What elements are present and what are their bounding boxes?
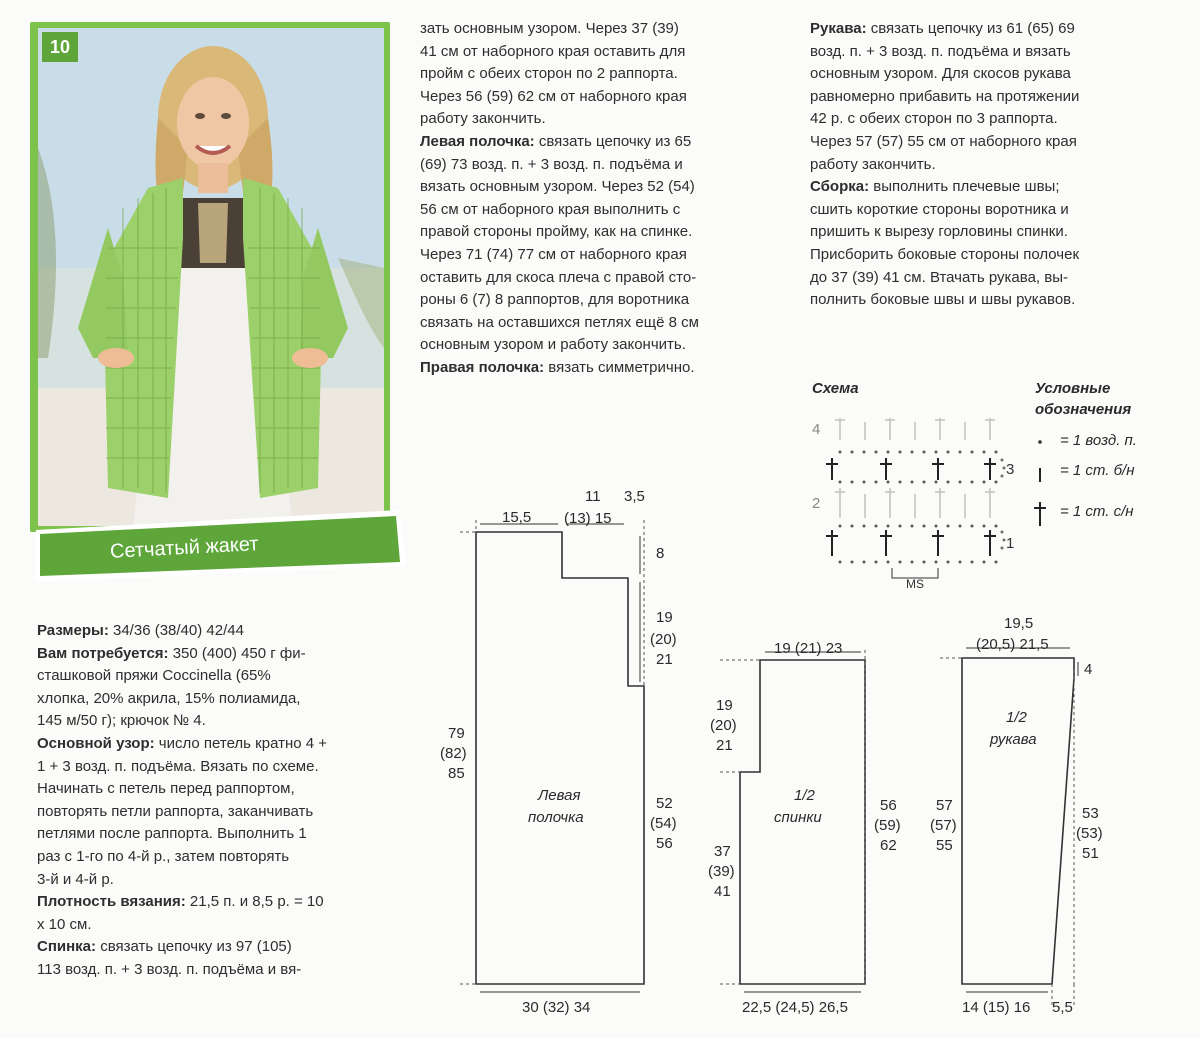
text-line: Левая полочка: связать цепочку из 65: [420, 132, 692, 150]
section-title-materials: Вам потребуется:: [37, 644, 169, 662]
text-line: Через 56 (59) 62 см от наборного края: [420, 87, 687, 105]
legend-single-crochet: = 1 ст. б/н: [1060, 462, 1135, 479]
text-line: роны 6 (7) 8 раппортов, для воротника: [420, 291, 690, 309]
model-illustration: [38, 28, 384, 526]
lf-inner-1: 52: [656, 795, 673, 812]
pattern-number-badge: 10: [42, 32, 78, 62]
text-line: (69) 73 возд. п. + 3 возд. п. подъёма и: [420, 155, 683, 173]
text-line: Сборка: выполнить плечевые швы;: [810, 178, 1060, 196]
lf-bottom: 30 (32) 34: [522, 999, 591, 1016]
pattern-diagrams: [440, 500, 1200, 1020]
sleeve-left-1: 57: [936, 797, 953, 814]
lf-right-b2: (20): [650, 631, 677, 648]
repeat-label: MS: [906, 577, 924, 591]
back-left-a1: 19: [716, 697, 733, 714]
instructions-column-3: [37, 620, 392, 982]
section-title-back: Спинка:: [37, 938, 97, 956]
text-line: раз с 1-го по 4-й р., затем повторять: [37, 847, 290, 865]
text-line: сташковой пряжи Coccinella (65%: [37, 667, 271, 685]
text-line: вязать основным узором. Через 52 (54): [420, 178, 695, 196]
section-title-sleeves: Рукава:: [810, 20, 867, 37]
section-title-right-front: Правая полочка:: [420, 358, 545, 376]
back-right-3: 62: [880, 837, 897, 854]
sleeve-left-2: (57): [930, 817, 957, 834]
text-line: правой стороны пройму, как на спинке.: [420, 223, 693, 241]
back-left-a2: (20): [710, 717, 737, 734]
text-line: Спинка: связать цепочку из 97 (105): [37, 938, 292, 956]
text-line: равномерно прибавить на протяжении: [810, 87, 1080, 105]
lf-top-c: (13) 15: [564, 510, 612, 527]
text-line: Через 71 (74) 77 см от наборного края: [420, 245, 687, 263]
back-label-1: 1/2: [794, 787, 815, 804]
text-line: Через 57 (57) 55 см от наборного края: [810, 132, 1077, 150]
sleeve-top-2: (20,5) 21,5: [976, 636, 1049, 653]
text-line: Правая полочка: вязать симметрично.: [420, 358, 695, 376]
sleeve-right-3: 51: [1082, 845, 1099, 862]
text-line: Присборить боковые стороны полочек: [810, 245, 1080, 263]
text-line: х 10 см.: [37, 915, 92, 933]
lf-top-a: 15,5: [502, 509, 532, 526]
legend-double-crochet: = 1 ст. с/н: [1060, 503, 1134, 520]
lf-top-b-html: 11: [585, 488, 601, 505]
row-number-3: 3: [1006, 461, 1015, 478]
lf-left-2: (82): [440, 745, 467, 762]
legend-title-line-1: Условные: [1035, 380, 1111, 397]
text-line: петлями после раппорта. Выполнить 1: [37, 825, 307, 843]
text-line: 41 см от наборного края оставить для: [420, 42, 686, 60]
text-line: 1 + 3 возд. п. подъёма. Вязать по схеме.: [37, 757, 319, 775]
section-title-pattern: Основной узор:: [37, 734, 155, 752]
back-left-b3: 41: [714, 883, 731, 900]
legend-chain: = 1 возд. п.: [1060, 432, 1137, 449]
row-number-1: 1: [1006, 535, 1015, 552]
caption-title: Сетчатый жакет: [109, 533, 259, 563]
text-line: возд. п. + 3 возд. п. подъёма и вязать: [810, 42, 1071, 60]
section-title-density: Плотность вязания:: [37, 893, 186, 911]
back-left-b1: 37: [714, 843, 731, 860]
back-label-2: спинки: [774, 809, 822, 826]
lf-inner-2: (54): [650, 815, 677, 832]
back-left-b2: (39): [708, 863, 735, 880]
text-line: 3-й и 4-й р.: [37, 870, 114, 888]
text-line: работу закончить.: [420, 110, 546, 128]
text-line: работу закончить.: [810, 155, 936, 173]
text-line: сшить короткие стороны воротника и: [810, 200, 1069, 218]
text-line: Плотность вязания: 21,5 п. и 8,5 р. = 10: [37, 893, 324, 911]
legend-title-line-2: обозначения: [1035, 401, 1132, 418]
text-line: зать основным узором. Через 37 (39): [420, 20, 679, 37]
text-line: повторять петли раппорта, заканчивать: [37, 802, 314, 820]
sleeve-bottom-b: 5,5: [1052, 999, 1073, 1016]
lf-left-3: 85: [448, 765, 465, 782]
back-left-a3: 21: [716, 737, 733, 754]
section-title-sizes: Размеры:: [37, 622, 109, 639]
text-line: хлопка, 20% акрила, 15% полиамида,: [37, 689, 301, 707]
text-line: Вам потребуется: 350 (400) 450 г фи-: [37, 644, 306, 662]
lf-inner-3: 56: [656, 835, 673, 852]
sleeve-right-top: 4: [1084, 661, 1093, 678]
row-number-4: 4: [812, 421, 821, 438]
section-title-assembly: Сборка:: [810, 178, 870, 196]
section-title-left-front: Левая полочка:: [420, 132, 535, 150]
lf-right-a: 8: [656, 545, 665, 562]
text-line: основным узором и работу закончить.: [420, 336, 686, 354]
instructions-column-2: [810, 18, 1166, 312]
text-line: оставить для скоса плеча с правой сто-: [420, 268, 697, 286]
schema-title: Схема: [812, 380, 859, 397]
lf-label-1: Левая: [538, 787, 581, 804]
sleeve-right-1: 53: [1082, 805, 1099, 822]
sleeve-bottom-a: 14 (15) 16: [962, 999, 1031, 1016]
lf-right-b1: 19: [656, 609, 673, 626]
text-line: 113 возд. п. + 3 возд. п. подъёма и вя-: [37, 960, 302, 978]
sleeve-label-2: рукава: [990, 731, 1037, 748]
text-line: пройм с обеих сторон по 2 раппорта.: [420, 65, 678, 83]
text-line: 56 см от наборного края выполнить с: [420, 200, 681, 218]
text-line: 145 м/50 г); крючок № 4.: [37, 712, 206, 730]
text-line: Рукава: связать цепочку из 61 (65) 69: [810, 20, 1075, 37]
sleeve-top-1: 19,5: [1004, 615, 1034, 632]
text-line: Основной узор: число петель кратно 4 +: [37, 734, 328, 752]
text-line: 42 р. с обеих сторон по 3 раппорта.: [810, 110, 1058, 128]
left-front-outline: [476, 532, 644, 984]
sleeve-left-3: 55: [936, 837, 953, 854]
text-line: пришить к вырезу горловины спинки.: [810, 223, 1068, 241]
back-right-1: 56: [880, 797, 897, 814]
back-right-2: (59): [874, 817, 901, 834]
row-number-2: 2: [812, 495, 821, 512]
text-line: Размеры: 34/36 (38/40) 42/44: [37, 622, 244, 639]
text-line: до 37 (39) 41 см. Втачать рукава, вы-: [810, 268, 1068, 286]
chain-symbol-icon: [1038, 440, 1042, 444]
lf-label-2: полочка: [528, 809, 584, 826]
text-line: связать на оставшихся петлях ещё 8 см: [420, 313, 699, 331]
sleeve-outline: [962, 658, 1074, 984]
sleeve-label-1: 1/2: [1006, 709, 1027, 726]
text-line: Начинать с петель перед раппортом,: [37, 780, 295, 798]
text-line: основным узором. Для скосов рукава: [810, 65, 1071, 83]
lf-top-d-html: 3,5: [624, 488, 645, 505]
model-photo: [38, 28, 384, 526]
lf-left-1: 79: [448, 725, 465, 742]
text-line: полнить боковые швы и швы рукавов.: [810, 291, 1076, 309]
lf-right-b3: 21: [656, 651, 673, 668]
back-bottom: 22,5 (24,5) 26,5: [742, 999, 848, 1016]
back-top: 19 (21) 23: [774, 640, 843, 657]
instructions-column-1: [420, 18, 777, 380]
sleeve-right-2: (53): [1076, 825, 1103, 842]
